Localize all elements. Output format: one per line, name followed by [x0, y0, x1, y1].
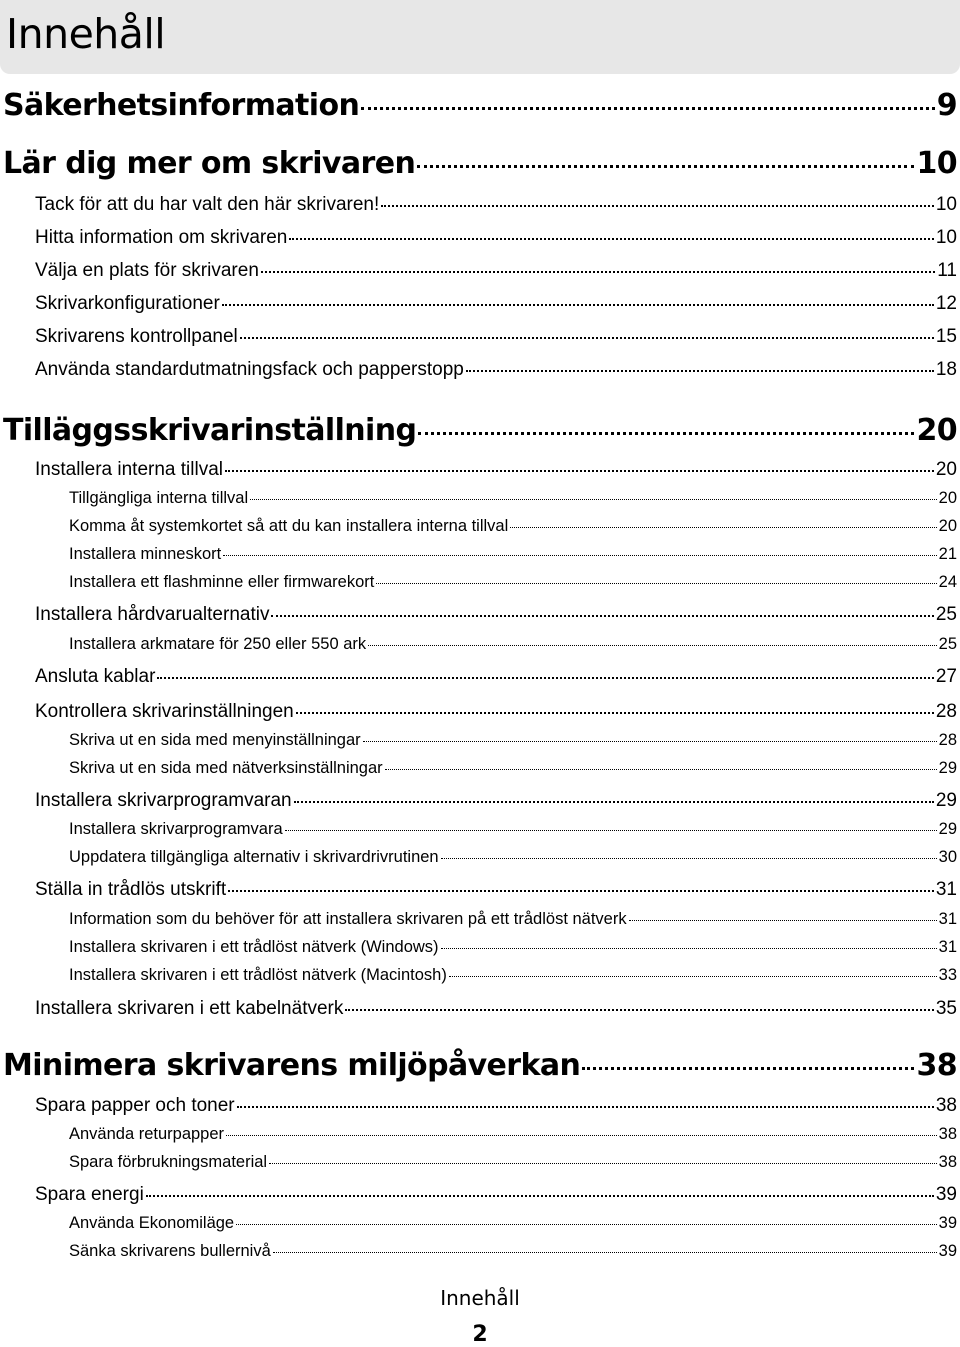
toc-entry-page: 15 [935, 326, 957, 347]
toc-entry-page: 10 [916, 146, 957, 181]
toc-entry-label: Sänka skrivarens bullernivå [69, 1242, 271, 1260]
toc-entry-label: Installera skrivaren i ett trådlöst nätverk (Windows) [69, 938, 439, 956]
toc-entry-label: Välja en plats för skrivaren [35, 260, 259, 281]
leader-dots [376, 583, 936, 584]
toc-entry[interactable] [3, 1048, 957, 1083]
footer-page-number: 2 [472, 1322, 488, 1347]
leader-dots [368, 645, 936, 646]
toc-entry-page: 9 [936, 88, 957, 123]
toc-entry[interactable] [35, 326, 957, 348]
leader-dots [269, 1163, 937, 1164]
toc-entry[interactable] [69, 545, 957, 564]
leader-dots [157, 677, 933, 679]
leader-dots [417, 165, 914, 168]
toc-entry[interactable] [69, 910, 957, 929]
toc-entry[interactable] [35, 1095, 957, 1117]
toc-entry-label: Ställa in trådlös utskrift [35, 879, 227, 900]
toc-entry-page: 18 [935, 359, 957, 380]
toc-entry[interactable] [69, 848, 957, 867]
toc-entry-label: Ansluta kablar [35, 666, 156, 687]
toc-entry[interactable] [35, 293, 957, 315]
toc-entry-page: 30 [938, 848, 957, 866]
toc-entry-page: 31 [935, 879, 957, 900]
toc-entry[interactable] [35, 359, 957, 381]
toc-entry-label: Installera skrivarprogramvara [69, 820, 283, 838]
leader-dots [226, 1135, 937, 1136]
toc-entry-page: 24 [938, 573, 957, 591]
leader-dots [418, 432, 914, 435]
toc-entry-page: 38 [935, 1095, 957, 1116]
toc-entry-page: 29 [938, 820, 957, 838]
toc-entry-label: Installera ett flashminne eller firmwarekort [69, 573, 375, 591]
leader-dots [296, 712, 934, 714]
leader-dots [222, 304, 934, 306]
leader-dots [345, 1009, 933, 1011]
leader-dots [449, 976, 937, 977]
leader-dots [240, 337, 934, 339]
leader-dots [361, 107, 934, 110]
toc-entry-page: 39 [938, 1214, 957, 1232]
toc-entry[interactable] [35, 998, 957, 1020]
toc-entry[interactable] [35, 879, 957, 901]
toc-entry[interactable] [35, 459, 957, 481]
toc-entry[interactable] [69, 731, 957, 750]
leader-dots [223, 555, 936, 556]
toc-entry-page: 38 [938, 1125, 957, 1143]
toc-entry-page: 31 [938, 910, 957, 928]
toc-entry-label: Uppdatera tillgängliga alternativ i skrivardrivrutinen [69, 848, 439, 866]
toc-entry-page: 28 [935, 701, 957, 722]
leader-dots [237, 1106, 934, 1108]
toc-entry-label: Installera skrivaren i ett kabelnätverk [35, 998, 344, 1019]
toc-entry[interactable] [69, 1125, 957, 1144]
toc-entry[interactable] [3, 88, 957, 123]
leader-dots [261, 271, 935, 273]
toc-entry-label: Skriva ut en sida med nätverksinställningar [69, 759, 383, 777]
toc-entry-page: 20 [938, 517, 957, 535]
toc-entry-label: Tack för att du har valt den här skrivaren! [35, 194, 380, 215]
toc-entry-page: 39 [938, 1242, 957, 1260]
toc-entry-page: 31 [938, 938, 957, 956]
toc-entry[interactable] [35, 227, 957, 249]
leader-dots [441, 858, 937, 859]
toc-entry-label: Hitta information om skrivaren [35, 227, 288, 248]
toc-entry-label: Spara energi [35, 1184, 144, 1205]
leader-dots [285, 830, 937, 831]
toc-entry-page: 33 [938, 966, 957, 984]
leader-dots [250, 499, 936, 500]
leader-dots [236, 1224, 937, 1225]
toc-entry[interactable] [69, 573, 957, 592]
toc-entry-label: Komma åt systemkortet så att du kan installera interna tillval [69, 517, 509, 535]
toc-entry-page: 10 [935, 194, 957, 215]
title-bar [0, 0, 960, 74]
toc-entry-label: Använda returpapper [69, 1125, 225, 1143]
toc-entry-page: 35 [935, 998, 957, 1019]
leader-dots [466, 370, 934, 372]
toc-entry-page: 38 [916, 1048, 957, 1083]
toc-entry-label: Installera skrivaren i ett trådlöst nätverk (Macintosh) [69, 966, 447, 984]
leader-dots [363, 741, 937, 742]
toc-entry-label: Kontrollera skrivarinställningen [35, 701, 294, 722]
page-title: Innehåll [6, 10, 166, 58]
toc-entry-label: Tilläggsskrivarinställning [3, 413, 417, 448]
toc-entry-page: 27 [935, 666, 957, 687]
toc-entry-page: 25 [938, 635, 957, 653]
leader-dots [629, 920, 937, 921]
toc-entry-page: 28 [938, 731, 957, 749]
toc-entry[interactable] [69, 938, 957, 957]
toc-entry[interactable] [69, 1214, 957, 1233]
toc-entry-page: 38 [938, 1153, 957, 1171]
toc-entry[interactable] [69, 489, 957, 508]
toc-entry-label: Säkerhetsinformation [3, 88, 360, 123]
toc-entry-label: Installera minneskort [69, 545, 222, 563]
toc-entry[interactable] [35, 666, 957, 688]
toc-entry[interactable] [69, 759, 957, 778]
toc-entry-page: 12 [935, 293, 957, 314]
leader-dots [225, 470, 934, 472]
toc-entry[interactable] [69, 966, 957, 985]
toc-entry[interactable] [35, 701, 957, 723]
toc-entry-label: Installera skrivarprogramvaran [35, 790, 292, 811]
footer-section-label: Innehåll [440, 1286, 520, 1310]
leader-dots [273, 1252, 937, 1253]
toc-entry-label: Skrivarkonfigurationer [35, 293, 220, 314]
toc-entry-label: Lär dig mer om skrivaren [3, 146, 416, 181]
toc-entry-label: Installera arkmatare för 250 eller 550 ark [69, 635, 367, 653]
leader-dots [146, 1195, 934, 1197]
toc-entry-label: Använda standardutmatningsfack och papperstopp [35, 359, 464, 380]
toc-entry-label: Tillgängliga interna tillval [69, 489, 249, 507]
leader-dots [271, 615, 933, 617]
toc-entry-page: 39 [935, 1184, 957, 1205]
toc-entry[interactable] [69, 517, 957, 536]
toc-entry[interactable] [69, 1242, 957, 1261]
toc-entry[interactable] [3, 146, 957, 181]
toc-entry[interactable] [69, 635, 957, 654]
toc-entry-page: 29 [938, 759, 957, 777]
toc-entry[interactable] [35, 790, 957, 812]
toc-entry-label: Installera hårdvarualternativ [35, 604, 270, 625]
toc-entry[interactable] [69, 820, 957, 839]
toc-entry-label: Spara papper och toner [35, 1095, 235, 1116]
toc-entry-label: Installera interna tillval [35, 459, 223, 480]
leader-dots [385, 769, 937, 770]
leader-dots [582, 1067, 914, 1070]
toc-entry-page: 25 [935, 604, 957, 625]
leader-dots [294, 801, 934, 803]
toc-entry-page: 11 [937, 260, 957, 281]
toc-entry-page: 20 [916, 413, 957, 448]
toc-entry-label: Använda Ekonomiläge [69, 1214, 235, 1232]
leader-dots [510, 527, 936, 528]
leader-dots [289, 238, 933, 240]
toc-entry-label: Minimera skrivarens miljöpåverkan [3, 1048, 581, 1083]
toc-entry[interactable] [69, 1153, 957, 1172]
toc-entry-label: Skrivarens kontrollpanel [35, 326, 238, 347]
toc-entry-page: 21 [938, 545, 957, 563]
toc-entry-page: 29 [935, 790, 957, 811]
leader-dots [381, 205, 934, 207]
leader-dots [441, 948, 937, 949]
leader-dots [228, 890, 934, 892]
toc-entry[interactable] [35, 194, 957, 216]
toc-entry-page: 20 [935, 459, 957, 480]
toc-entry-label: Spara förbrukningsmaterial [69, 1153, 268, 1171]
toc-entry[interactable] [35, 1184, 957, 1206]
toc-entry-label: Information som du behöver för att installera skrivaren på ett trådlöst nätverk [69, 910, 627, 928]
toc-entry-label: Skriva ut en sida med menyinställningar [69, 731, 361, 749]
toc-entry-page: 10 [935, 227, 957, 248]
toc-entry-page: 20 [938, 489, 957, 507]
toc-entry[interactable] [3, 413, 957, 448]
toc-entry[interactable] [35, 604, 957, 626]
toc-entry[interactable] [35, 260, 957, 282]
